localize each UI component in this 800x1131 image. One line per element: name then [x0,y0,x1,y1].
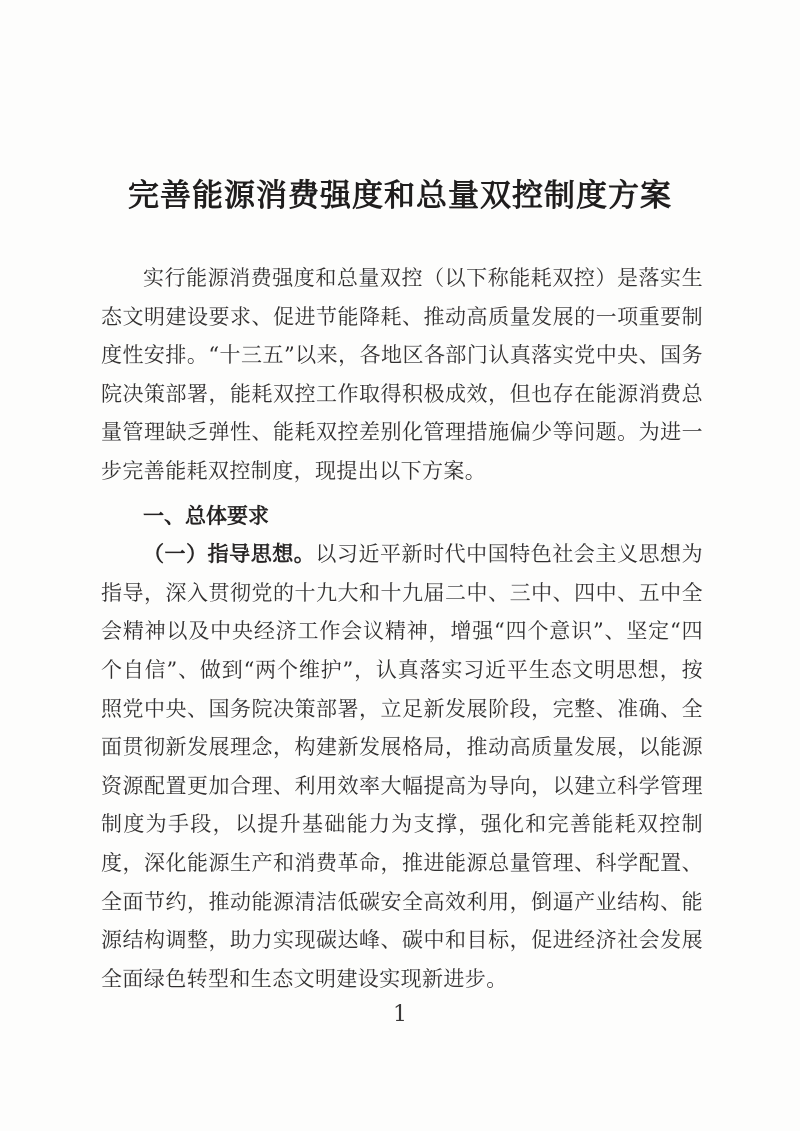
section-heading-overall-requirements: 一、总体要求 [143,503,269,528]
guiding-ideology-paragraph [101,535,703,998]
document-title: 完善能源消费强度和总量双控制度方案 [128,178,672,214]
document-body [101,259,703,998]
page-number: 1 [393,1002,407,1027]
guiding-ideology-text: 以习近平新时代中国特色社会主义思想为指导，深入贯彻党的十九大和十九届二中、三中、四中、五中全会精神以及中央经济工作会议精神，增强“四个意识”、坚定“四个自信”、做到“两个维护”，认真落实习近平生态文明思想，按照党中央、国务院决策部署，立足新发展阶段，完整、准确、全面贯彻新发展理念，构建新发展格局，推动高质量发展，以能源资源配置更加合理、利用效率大幅提高为导向，以建立科学管理制度为手段，以提升基础能力为支撑，强化和完善能耗双控制度，深化能源生产和消费革命，推进能源总量管理、科学配置、全面节约，推动能源清洁低碳安全高效利用，倒逼产业结构、能源结构调整，助力实现碳达峰、碳中和目标，促进经济社会发展全面绿色转型和生态文明建设实现新进步。 [101,542,704,991]
intro-paragraph: 实行能源消费强度和总量双控（以下称能耗双控）是落实生态文明建设要求、促进节能降耗、推动高质量发展的一项重要制度性安排。“十三五”以来，各地区各部门认真落实党中央、国务院决策部署，能耗双控工作取得积极成效，但也存在能源消费总量管理缺乏弹性、能耗双控差别化管理措施偏少等问题。为进一步完善能耗双控制度，现提出以下方案。 [101,266,703,483]
guiding-ideology-lead: （一）指导思想。 [143,541,316,567]
